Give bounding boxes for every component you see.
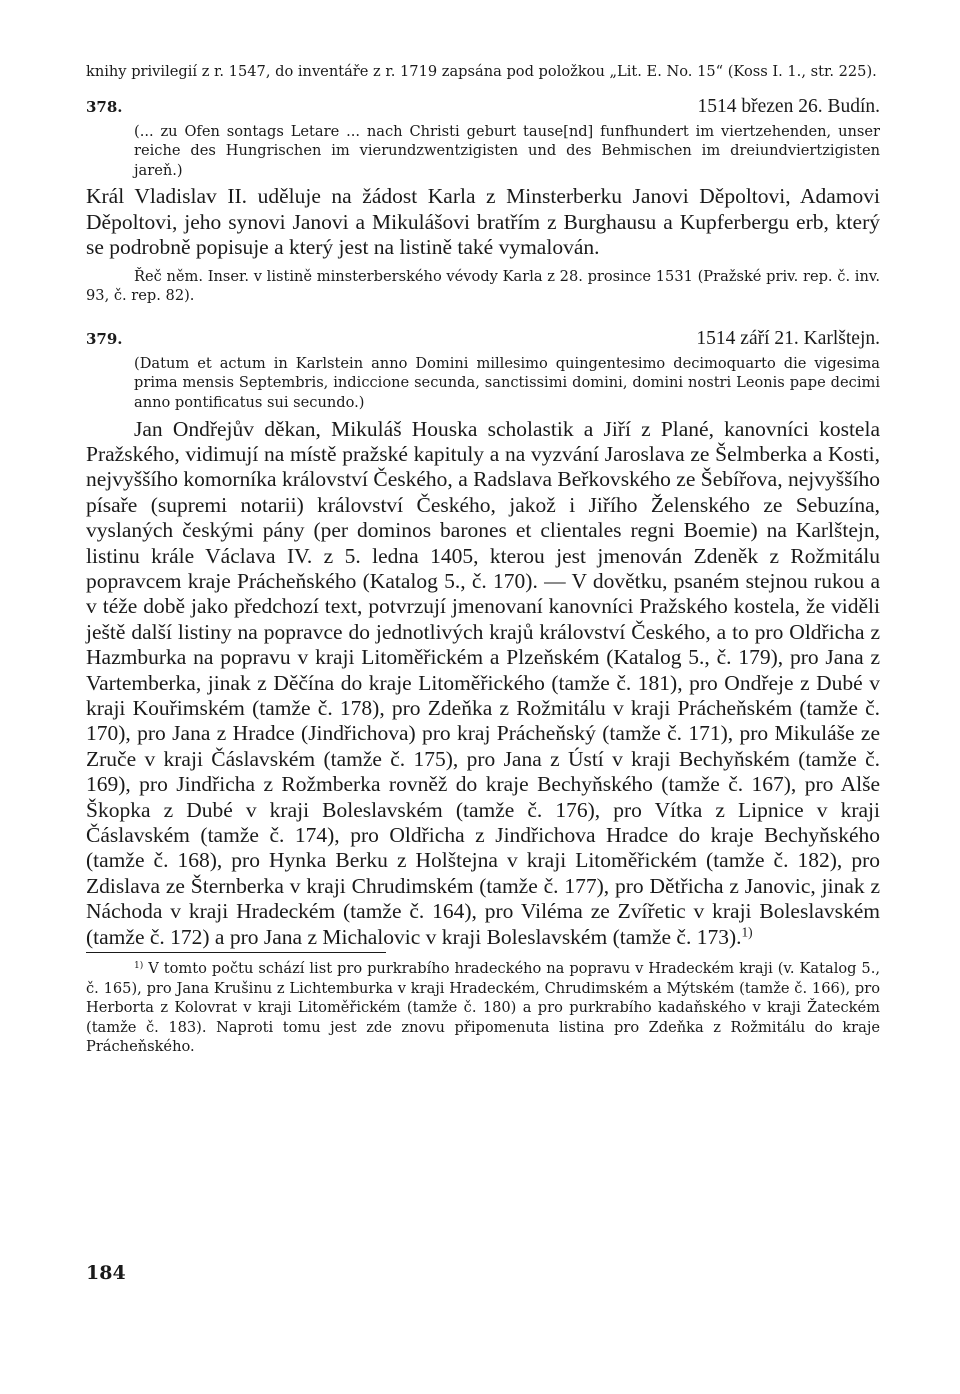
entry-separator (86, 306, 880, 328)
entry-header (86, 328, 880, 350)
entry-378 (86, 96, 880, 306)
entry-number: 378. (86, 97, 123, 116)
footnote-mark-wrap (86, 960, 143, 977)
entry-date-place: 1514 září 21. Karlštejn. (696, 327, 880, 349)
entry-regest-text: Jan Ondřejův děkan, Mikuláš Houska scholastik a Jiří z Plané, kanovníci kostela Pražského, vidimují na místě pražské kapituly a na vyzvání Jaroslava ze Šelmberka a Kosti, nejvyššího komorníka království Českého, a Radslava Beřkovského ze Šebířova, nejvyššího písaře (supremi notarii) království Českého, jakož i Jiřího Želenského ze Sebuzína, vyslaných českými pány (per dominos barones et clientales regni Boemie) na Karlštejn, listinu krále Václava IV. z 5. ledna 1405, kterou jest jmenován Zdeněk z Rožmitálu popravcem kraje Prácheňského (Katalog 5., č. 170). — V dovětku, psaném stejnou rukou a v téže době jako předchozí text, potvrzují jmenovaní kanovníci Pražského kostela, že viděli ještě další listiny na popravce do jednotlivých krajů království Českého, a to pro Oldřicha z Hazmburka na popravu v kraji Litoměřickém a Plzeňském (Katalog 5., č. 179), pro Jana z Vartemberka, jinak z Děčína do kraje Litoměřického (tamže č. 181), pro Ondřeje z Dubé v kraji Kouřimském (tamže č. 178), pro Zdeňka z Rožmitálu v kraji Prácheňském (tamže č. 170), pro Jana z Hradce (Jindřichova) pro kraj Prácheňský (tamže č. 171), pro Mikuláše ze Zruče v kraji Čáslavském (tamže č. 175), pro Jana z Ústí v kraji Bechyňském (tamže č. 169), pro Jindřicha z Rožmberka rovněž do kraje Bechyňského (tamže č. 167), pro Alše Škopka z Dubé v kraji Boleslavském (tamže č. 176), pro Vítka z Lipnice v kraji Čáslavském (tamže č. 174), pro Oldřicha z Jindřichova Hradce do kraje Bechyňského (tamže č. 168), pro Hynka Berku z Holštejna v kraji Litoměřickém (tamže č. 182), pro Zdislava ze Šternberka v kraji Chrudimském (tamže č. 177), pro Dětřicha z Janovic, jinak z Náchoda v kraji Hradeckém (tamže č. 164), pro Viléma ze Zvířetic v kraji Boleslavském (tamže č. 172) a pro Jana z Michalovic v kraji Boleslavském (tamže č. 173). (86, 416, 880, 949)
entry-regest (86, 417, 880, 951)
page-number: 184 (86, 1262, 126, 1284)
entry-source-note-text: Řeč něm. Inser. v listině minsterberského vévody Karla z 28. prosince 1531 (Pražské priv. rep. č. inv. 93, č. rep. 82). (86, 267, 880, 305)
footnote (86, 959, 880, 1057)
footnote-text: V tomto počtu schází list pro purkrabího hradeckého na popravu v Hradeckém kraji (v. Katalog 5., č. 165), pro Jana Krušinu z Lichtemburka v kraji Hradeckém, Chrudimském a Mýtském (tamže č. 166), pro Herborta z Kolovrat v kraji Litoměřickém (tamže č. 180) a pro purkrabího kadaňského v kraji Žateckém (tamže č. 183). Naproti tomu jest zde znovu připomenuta listina pro Zdeňka z Rožmitálu do kraje Prácheňského. (86, 960, 880, 1056)
footnote-divider (86, 952, 386, 953)
entry-header (86, 96, 880, 118)
footnote-reference: 1) (741, 924, 753, 940)
intro-paragraph: knihy privilegií z r. 1547, do inventáře z r. 1719 zapsána pod položkou „Lit. E. No. 15“ (Koss I. 1., str. 225). (86, 63, 877, 80)
document-page (86, 62, 880, 1057)
entry-379 (86, 328, 880, 950)
entry-dating-quote: (... zu Ofen sontags Letare ... nach Christi geburt tause[nd] funfhundert im viertzehenden, unser reiche des Hungrischen im vierundzwentzigisten und des Behmischen im dreiundviertzigisten jareň.) (134, 122, 880, 179)
entry-date-place: 1514 březen 26. Budín. (697, 95, 880, 117)
entry-regest: Král Vladislav II. uděluje na žádost Karla z Minsterberku Janovi Děpoltovi, Adamovi Děpoltovi, jeho synovi Janovi a Mikulášovi bratřím z Burghausu a Kupferbergu erb, který se podrobně popisuje a který jest na listině také vymalován. (86, 184, 880, 260)
entry-dating-quote: (Datum et actum in Karlstein anno Domini millesimo quingentesimo decimoquarto die vigesima prima mensis Septembris, indiccione secunda, sanctissimi domini, domini nostri Leonis pape decimi anno pontificatus sui secundo.) (134, 354, 880, 411)
entry-source-note (86, 267, 880, 306)
entry-number: 379. (86, 329, 123, 348)
footnote-mark: 1) (134, 961, 144, 972)
